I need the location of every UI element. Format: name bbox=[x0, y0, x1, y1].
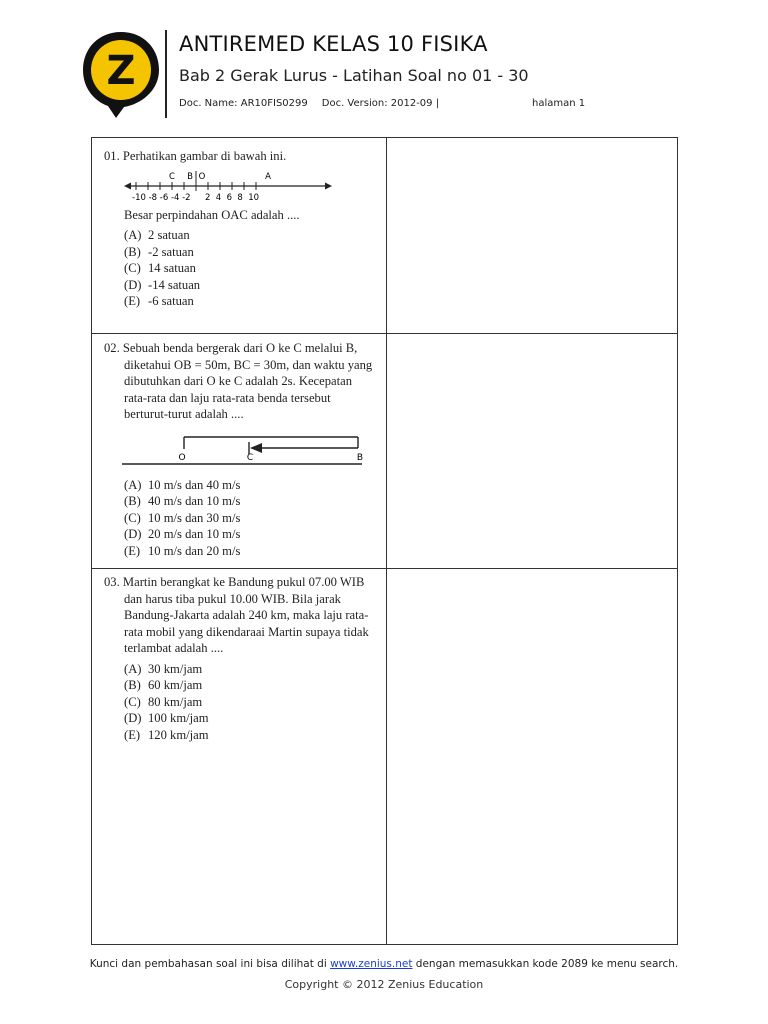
answer-options bbox=[104, 661, 376, 744]
doc-version: Doc. Version: 2012-09 | bbox=[321, 98, 440, 109]
point-o-label: O bbox=[198, 171, 206, 182]
logo-letter: Z bbox=[106, 48, 136, 94]
question-number: 03. bbox=[104, 575, 120, 589]
answer-options bbox=[104, 477, 376, 560]
footer-text: Kunci dan pembahasan soal ini bisa dilihat di bbox=[89, 958, 331, 970]
answer-option[interactable]: (E) -6 satuan bbox=[124, 294, 194, 308]
label-c: C bbox=[246, 452, 254, 463]
question-table bbox=[91, 137, 678, 945]
document-meta bbox=[179, 98, 453, 109]
answer-option[interactable]: (C) 10 m/s dan 30 m/s bbox=[124, 510, 241, 525]
footer-text: dengan memasukkan kode 2089 ke menu search. bbox=[412, 958, 679, 970]
answer-option[interactable]: (C) 14 satuan bbox=[124, 261, 196, 275]
answer-option[interactable]: (D) 100 km/jam bbox=[124, 711, 209, 725]
label-o: O bbox=[178, 452, 186, 463]
question-stem bbox=[104, 148, 376, 165]
answer-option[interactable]: (E) 120 km/jam bbox=[124, 727, 209, 742]
answer-option[interactable]: (A) 2 satuan bbox=[124, 228, 190, 242]
zenius-logo-icon bbox=[80, 30, 162, 120]
answer-option[interactable]: (D) 20 m/s dan 10 m/s bbox=[124, 527, 241, 541]
answer-options bbox=[104, 227, 376, 310]
header-divider bbox=[165, 30, 167, 118]
point-b-label: B bbox=[187, 171, 193, 182]
ticks-left: -10 -8 -6 -4 -2 bbox=[132, 192, 191, 203]
row-divider bbox=[92, 568, 677, 569]
answer-option[interactable]: (B) -2 satuan bbox=[124, 244, 194, 259]
question-01 bbox=[104, 148, 376, 310]
document-subtitle: Bab 2 Gerak Lurus - Latihan Soal no 01 - 30 bbox=[179, 66, 529, 85]
question-number: 02. bbox=[104, 341, 120, 355]
answer-option[interactable]: (B) 60 km/jam bbox=[124, 678, 203, 692]
question-text: Martin berangkat ke Bandung pukul 07.00 WIB dan harus tiba pukul 10.00 WIB. Bila jarak Bandung-Jakarta adalah 240 km, maka laju rata-rata mobil yang dikendaraai Martin supaya tidak terlambat adalah .... bbox=[122, 575, 369, 655]
displacement-figure bbox=[122, 431, 372, 473]
page-header bbox=[0, 0, 768, 130]
document-title: ANTIREMED KELAS 10 FISIKA bbox=[179, 32, 488, 56]
number-line-figure bbox=[122, 169, 332, 203]
column-divider bbox=[386, 138, 387, 944]
answer-option[interactable]: (B) 40 m/s dan 10 m/s bbox=[124, 494, 241, 508]
question-02 bbox=[104, 340, 376, 559]
answer-option[interactable]: (C) 80 km/jam bbox=[124, 694, 203, 709]
page-footer bbox=[0, 958, 768, 970]
question-prompt: Besar perpindahan OAC adalah .... bbox=[124, 207, 300, 222]
zenius-link[interactable]: www.zenius.net bbox=[330, 958, 413, 970]
question-text: Sebuah benda bergerak dari O ke C melalui B, diketahui OB = 50m, BC = 30m, dan waktu yang dibutuhkan dari O ke C adalah 2s. Kecepatan rata-rata dan laju rata-rata benda tersebut berturut-turut adalah .... bbox=[122, 341, 373, 421]
question-03 bbox=[104, 574, 376, 743]
doc-name: Doc. Name: AR10FIS0299 bbox=[179, 98, 308, 109]
copyright: Copyright © 2012 Zenius Education bbox=[284, 978, 484, 991]
page-number: halaman 1 bbox=[532, 98, 586, 109]
answer-option[interactable]: (E) 10 m/s dan 20 m/s bbox=[124, 543, 241, 558]
row-divider bbox=[92, 333, 677, 334]
question-stem bbox=[104, 340, 376, 423]
label-b: B bbox=[356, 452, 364, 463]
answer-option[interactable]: (A) 30 km/jam bbox=[124, 661, 203, 676]
ticks-right: 2 4 6 8 10 bbox=[205, 192, 260, 203]
answer-option[interactable]: (A) 10 m/s dan 40 m/s bbox=[124, 477, 241, 492]
question-text: Perhatikan gambar di bawah ini. bbox=[122, 149, 287, 163]
question-number: 01. bbox=[104, 149, 120, 163]
point-c-label: C bbox=[169, 171, 175, 182]
answer-option[interactable]: (D) -14 satuan bbox=[124, 277, 201, 292]
point-a-label: A bbox=[265, 171, 271, 182]
question-stem bbox=[104, 574, 376, 657]
